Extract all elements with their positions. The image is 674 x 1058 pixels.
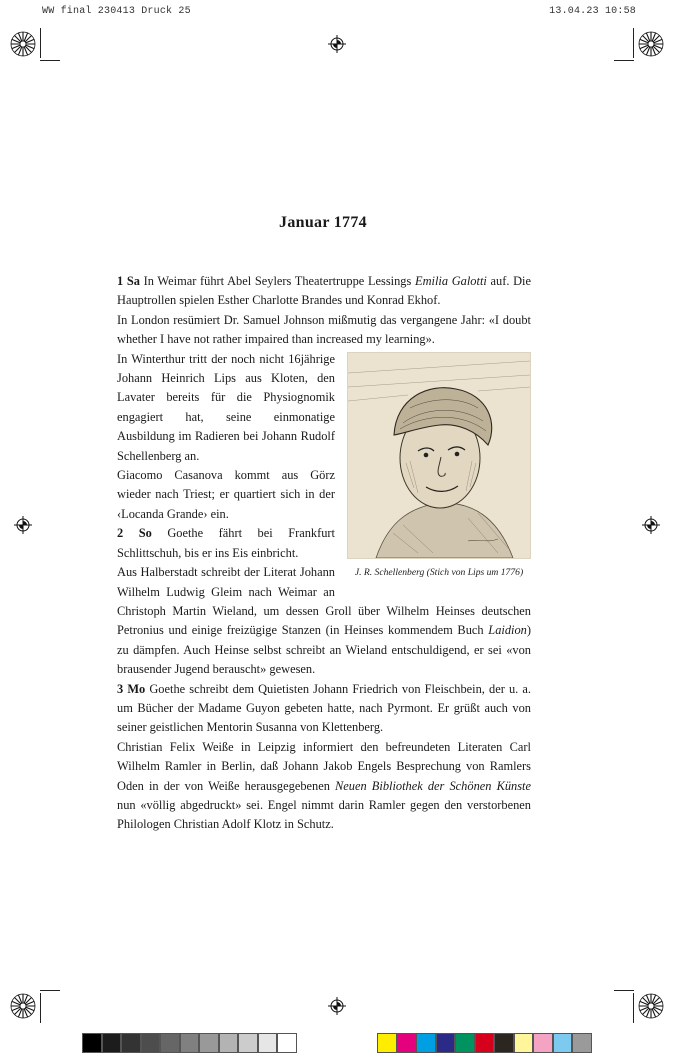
color-swatch <box>514 1033 534 1053</box>
entry-paragraph: Giacomo Casanova kommt aus Görz wieder nach Triest; er quartiert sich in der ‹Locanda Grande› ein. <box>117 468 335 521</box>
crop-line <box>633 993 634 1023</box>
entry-text: Aus Halberstadt schreibt der Literat Johann Wilhelm Ludwig Gleim nach Weimar an Christoph Martin Wieland, um dessen Groll über Wilhelm Heinses deutschen Petronius und einige freizügige Stanzen (in Heinses kommendem Buch <box>117 565 531 638</box>
crop-line <box>614 60 634 61</box>
color-swatch <box>455 1033 475 1053</box>
body-text <box>117 272 531 835</box>
crop-line <box>40 993 41 1023</box>
entry-text: auf. Die Hauptrollen spielen Esther Charlotte Brandes und Konrad Ekhof. <box>117 274 531 308</box>
color-control-strip <box>377 1033 592 1053</box>
color-swatch <box>397 1033 417 1053</box>
entry-paragraph <box>117 680 531 738</box>
entry-paragraph <box>117 738 531 835</box>
color-swatch <box>121 1033 141 1053</box>
color-swatch <box>180 1033 200 1053</box>
entry-text: ) zu dämpfen. Auch Heinse selbst schreibt an Wieland entschuldigend, er sei «von brausender Jugend berauscht» gewesen. <box>117 623 531 677</box>
entry-paragraph: In London resümiert Dr. Samuel Johnson mißmutig das vergangene Jahr: «I doubt whether I have not rather impaired than increased my learning». <box>117 312 531 347</box>
color-swatch <box>258 1033 278 1053</box>
crosshair-registration-icon <box>328 997 346 1015</box>
entry-text: Goethe schreibt dem Quietisten Johann Friedrich von Fleischbein, der u. a. um Bücher der Madame Guyon gebeten hatte, nach Pyrmont. Er grüßt auch von seiner geistlichen Mentorin Susanna von Klettenberg. <box>117 681 531 735</box>
entry-text: Christian Felix Weiße in Leipzig informiert den befreundeten Literaten Carl Wilhelm Ramler in Berlin, daß Johann Jakob Engels Besprechung von Ramlers Oden in der von Weiße herausgegebenen <box>117 739 531 793</box>
crop-line <box>40 990 60 991</box>
portrait-figure <box>347 352 531 579</box>
entry-paragraph <box>117 272 531 311</box>
entry-title: Neuen Bibliothek der Schönen Künste <box>335 778 531 793</box>
color-swatch <box>572 1033 592 1053</box>
color-swatch <box>436 1033 456 1053</box>
figure-caption: J. R. Schellenberg (Stich von Lips um 1776) <box>354 566 524 578</box>
page-title: Januar 1774 <box>279 214 367 231</box>
crosshair-registration-icon <box>14 516 32 534</box>
color-swatch <box>141 1033 161 1053</box>
entry-title: Emilia Galotti <box>415 274 487 288</box>
starburst-registration-icon <box>638 31 664 57</box>
day-label: 1 Sa <box>117 274 140 288</box>
portrait-engraving-image <box>347 352 531 559</box>
entry-text: nun «völlig abgedruckt» sei. Engel nimmt darin Ramler gegen den verstorbenen Philologen Christian Adolf Klotz in Schutz. <box>117 797 531 832</box>
crop-line <box>40 60 60 61</box>
color-swatch <box>416 1033 436 1053</box>
color-swatch <box>475 1033 495 1053</box>
color-swatch <box>277 1033 297 1053</box>
entry-text: Goethe fährt bei Frankfurt Schlittschuh, bis er ins Eis einbricht. <box>117 526 335 560</box>
color-swatch <box>238 1033 258 1053</box>
color-swatch <box>533 1033 553 1053</box>
grayscale-control-strip <box>82 1033 297 1053</box>
crop-line <box>40 28 41 58</box>
crop-line <box>614 990 634 991</box>
slug-job-name: WW final 230413 Druck 25 <box>42 6 191 17</box>
day-label: 3 Mo <box>117 681 146 696</box>
color-swatch <box>199 1033 219 1053</box>
color-swatch <box>160 1033 180 1053</box>
color-swatch <box>553 1033 573 1053</box>
entry-text: In Weimar führt Abel Seylers Theatertruppe Lessings <box>143 274 415 288</box>
starburst-registration-icon <box>10 31 36 57</box>
day-label: 2 So <box>117 526 152 541</box>
starburst-registration-icon <box>10 993 36 1019</box>
color-swatch <box>102 1033 122 1053</box>
crosshair-registration-icon <box>642 516 660 534</box>
crop-line <box>633 28 634 58</box>
color-swatch <box>377 1033 397 1053</box>
starburst-registration-icon <box>638 993 664 1019</box>
color-swatch <box>82 1033 102 1053</box>
slug-timestamp: 13.04.23 10:58 <box>549 6 636 17</box>
crosshair-registration-icon <box>328 35 346 53</box>
color-swatch <box>494 1033 514 1053</box>
entry-title: Laidion <box>488 623 527 638</box>
entry-paragraph: In Winterthur tritt der noch nicht 16jährige Johann Heinrich Lips aus Kloten, den Lavater bereits für die Physiognomik engagiert hat, seine einmonatige Ausbildung im Radieren bei Johann Rudolf Schellenberg an. <box>117 351 335 463</box>
entry-paragraph <box>117 563 531 679</box>
color-swatch <box>219 1033 239 1053</box>
